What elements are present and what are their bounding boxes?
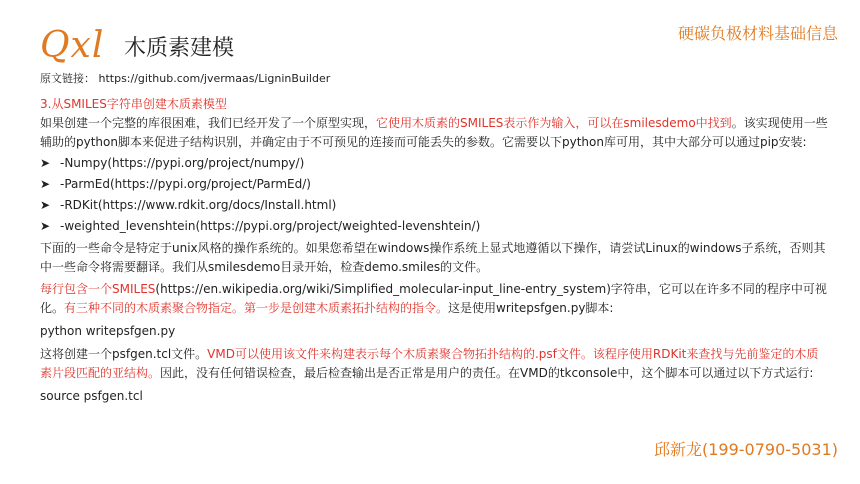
- arrow-bullet-icon: ➤: [40, 219, 51, 233]
- arrow-bullet-icon: ➤: [40, 198, 51, 212]
- page-title: 木质素建模: [124, 36, 235, 61]
- smiles-highlight-2: 有三种不同的木质素聚合物指定。第一步是创建木质素拓扑结构的指令。: [64, 301, 449, 315]
- section-title: 3.从SMILES字符串创建木质素模型: [40, 97, 227, 111]
- arrow-bullet-icon: ➤: [40, 156, 51, 170]
- smiles-text-2: 这是使用writepsfgen.py脚本:: [448, 301, 614, 315]
- arrow-bullet-icon: ➤: [40, 177, 51, 191]
- brand-label: 硬碳负极材料基础信息: [677, 24, 838, 43]
- paragraph-smiles: [40, 280, 830, 318]
- smiles-text-1[interactable]: (https://en.wikipedia.org/wiki/Simplified_molecular-input_line-entry_system)字符串，它可以在许多不同的程序中可视化。: [40, 282, 827, 315]
- contact-info: 邱新龙(199-0790-5031): [653, 440, 838, 459]
- smiles-highlight-1: 每行包含一个SMILES: [40, 282, 156, 296]
- package-list: [40, 155, 830, 235]
- package-link[interactable]: -RDKit(https://www.rdkit.org/docs/Install.html): [60, 198, 337, 212]
- logo: Qxl: [40, 25, 105, 66]
- source-link[interactable]: 原文链接： https://github.com/jvermaas/LigninBuilder: [40, 72, 331, 85]
- command-writepsfgen: python writepsfgen.py: [40, 324, 176, 338]
- command-source: source psfgen.tcl: [40, 389, 143, 403]
- content-body: [40, 95, 830, 410]
- package-link[interactable]: -Numpy(https://pypi.org/project/numpy/): [60, 156, 305, 170]
- list-item: [40, 176, 830, 193]
- psfgen-text-1: 这将创建一个psfgen.tcl文件。: [40, 347, 208, 361]
- list-item: [40, 218, 830, 235]
- package-link[interactable]: -ParmEd(https://pypi.org/project/ParmEd/): [60, 177, 311, 191]
- list-item: [40, 155, 830, 172]
- list-item: [40, 197, 830, 214]
- psfgen-highlight: VMD可以使用该文件来构建表示每个木质素聚合物拓扑结构的.psf文件。该程序使用RDKit来查找与先前鉴定的木质素片段匹配的亚结构。: [40, 347, 819, 380]
- intro-text-2: 。该实现使用一些辅助的python脚本来促进子结构识别，并确定由于不可预见的连接而可能丢失的参数。它需要以下python库可用，其中大部分可以通过pip安装:: [40, 116, 828, 149]
- package-link[interactable]: -weighted_levenshtein(https://pypi.org/project/weighted-levenshtein/): [60, 219, 481, 233]
- intro-highlight: 它使用木质素的SMILES表示作为输入，可以在smilesdemo中找到: [376, 116, 732, 130]
- psfgen-text-2: 因此，没有任何错误检查，最后检查输出是否正常是用户的责任。在VMD的tkconsole中，这个脚本可以通过以下方式运行:: [160, 366, 814, 380]
- paragraph-unix: 下面的一些命令是特定于unix风格的操作系统的。如果您希望在windows操作系统上显式地遵循以下操作，请尝试Linux的windows子系统，否则其中一些命令将需要翻译。我们从smilesdemo目录开始，检查demo.smiles的文件。: [40, 241, 826, 274]
- paragraph-intro: [40, 114, 830, 152]
- intro-text-1: 如果创建一个完整的库很困难，我们已经开发了一个原型实现，: [40, 116, 377, 130]
- paragraph-psfgen: [40, 345, 830, 383]
